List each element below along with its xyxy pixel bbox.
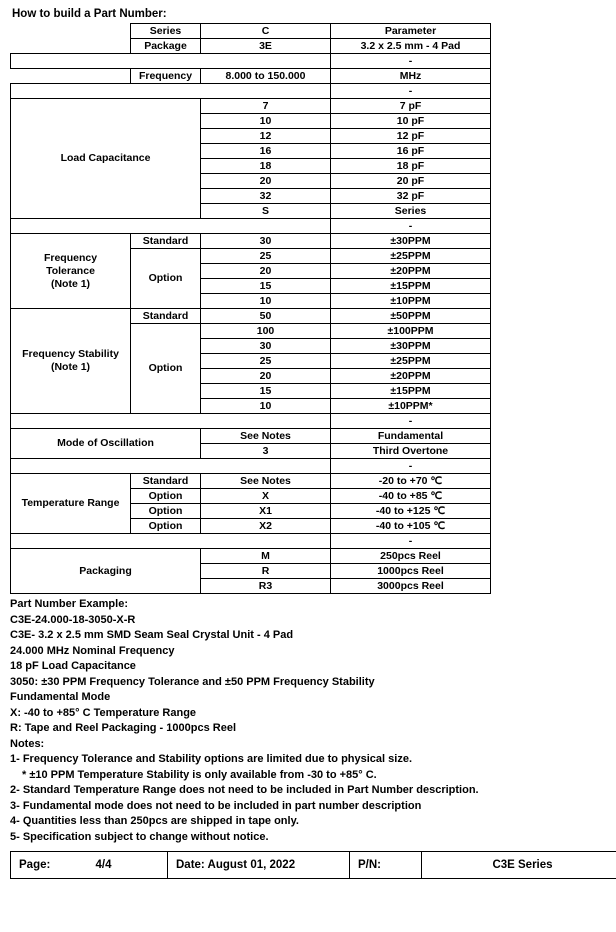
table-row-separator	[11, 84, 491, 99]
cell-dash: -	[331, 414, 491, 429]
cell-option-label: Option	[131, 519, 201, 534]
cell-standard-label: Standard	[131, 234, 201, 249]
cell-desc: Fundamental	[331, 429, 491, 444]
footer-page-cell	[11, 852, 168, 879]
cell-desc: 1000pcs Reel	[331, 564, 491, 579]
cell-dash: -	[331, 534, 491, 549]
note-item: 4- Quantities less than 250pcs are shipped in tape only.	[10, 815, 299, 827]
cell-standard-label: Standard	[131, 474, 201, 489]
table-row	[11, 39, 491, 54]
cell-desc: ±25PPM	[331, 354, 491, 369]
table-row	[11, 474, 491, 489]
cell-option-label: Option	[131, 249, 201, 309]
example-line: Fundamental Mode	[10, 691, 111, 703]
label-line-2: Tolerance	[46, 264, 95, 277]
cell-desc: 18 pF	[331, 159, 491, 174]
cell-desc: 20 pF	[331, 174, 491, 189]
cell-code: 15	[201, 384, 331, 399]
cell-code: 50	[201, 309, 331, 324]
cell-code: 25	[201, 354, 331, 369]
cell-desc: -20 to +70 ℃	[331, 474, 491, 489]
example-heading: Part Number Example:	[10, 598, 128, 610]
cell-frequency-unit: MHz	[331, 69, 491, 84]
cell-code: 3	[201, 444, 331, 459]
example-line: C3E- 3.2 x 2.5 mm SMD Seam Seal Crystal Unit - 4 Pad	[10, 629, 294, 641]
cell-empty	[11, 69, 131, 84]
example-line: X: -40 to +85° C Temperature Range	[10, 706, 197, 719]
footer-page-value: 4/4	[95, 859, 112, 871]
cell-desc: ±30PPM	[331, 234, 491, 249]
cell-temperature-range-label: Temperature Range	[11, 474, 131, 534]
cell-empty	[11, 39, 131, 54]
cell-frequency-stability-label	[11, 309, 131, 414]
cell-code: See Notes	[201, 474, 331, 489]
cell-desc: -40 to +105 ℃	[331, 519, 491, 534]
cell-blank	[11, 84, 331, 99]
cell-dash: -	[331, 54, 491, 69]
example-line: C3E-24.000-18-3050-X-R	[10, 613, 136, 626]
cell-blank	[11, 54, 331, 69]
cell-blank	[11, 459, 331, 474]
cell-code: S	[201, 204, 331, 219]
cell-desc: ±100PPM	[331, 324, 491, 339]
cell-code: 7	[201, 99, 331, 114]
cell-desc: Third Overtone	[331, 444, 491, 459]
table-row	[11, 69, 491, 84]
cell-code: X	[201, 489, 331, 504]
example-line: 18 pF Load Capacitance	[10, 660, 136, 672]
table-row	[11, 429, 491, 444]
part-number-example-block	[10, 594, 490, 845]
cell-desc: -40 to +125 ℃	[331, 504, 491, 519]
cell-desc: ±10PPM	[331, 294, 491, 309]
cell-dash: -	[331, 219, 491, 234]
cell-packaging-label: Packaging	[11, 549, 201, 594]
cell-code: 20	[201, 264, 331, 279]
cell-desc: ±20PPM	[331, 369, 491, 384]
cell-code: 16	[201, 144, 331, 159]
cell-desc: 250pcs Reel	[331, 549, 491, 564]
cell-code: M	[201, 549, 331, 564]
cell-package-desc: 3.2 x 2.5 mm - 4 Pad	[331, 39, 491, 54]
table-row	[11, 24, 491, 39]
footer-row	[11, 852, 616, 879]
part-number-table	[10, 23, 491, 594]
cell-series-label: Series	[131, 24, 201, 39]
cell-option-label: Option	[131, 489, 201, 504]
cell-code: 18	[201, 159, 331, 174]
table-row	[11, 99, 491, 114]
table-row	[11, 234, 491, 249]
cell-code: R	[201, 564, 331, 579]
cell-blank	[11, 219, 331, 234]
page-footer	[10, 851, 616, 879]
cell-desc: 10 pF	[331, 114, 491, 129]
label-line-1: Frequency Stability	[22, 348, 119, 360]
note-item: 5- Specification subject to change without notice.	[10, 830, 269, 843]
cell-load-capacitance-label: Load Capacitance	[11, 99, 201, 219]
cell-frequency-range: 8.000 to 150.000	[201, 69, 331, 84]
cell-code: 10	[201, 399, 331, 414]
cell-code: 12	[201, 129, 331, 144]
cell-desc: ±15PPM	[331, 279, 491, 294]
cell-code: 10	[201, 294, 331, 309]
cell-mode-of-oscillation-label: Mode of Oscillation	[11, 429, 201, 459]
label-line-3: (Note 1)	[50, 277, 91, 290]
cell-code: 32	[201, 189, 331, 204]
cell-desc: ±15PPM	[331, 384, 491, 399]
cell-package-label: Package	[131, 39, 201, 54]
example-line: R: Tape and Reel Packaging - 1000pcs Reel	[10, 722, 236, 734]
cell-standard-label: Standard	[131, 309, 201, 324]
cell-desc: -40 to +85 ℃	[331, 489, 491, 504]
cell-code: 25	[201, 249, 331, 264]
cell-desc: ±20PPM	[331, 264, 491, 279]
cell-desc: 32 pF	[331, 189, 491, 204]
label-line-2: (Note 1)	[50, 361, 91, 373]
cell-empty	[11, 24, 131, 39]
table-row	[11, 549, 491, 564]
table-row	[11, 309, 491, 324]
cell-code: 10	[201, 114, 331, 129]
cell-desc: 16 pF	[331, 144, 491, 159]
cell-series-code: C	[201, 24, 331, 39]
cell-code: X2	[201, 519, 331, 534]
cell-dash: -	[331, 84, 491, 99]
cell-desc: ±30PPM	[331, 339, 491, 354]
cell-code: 30	[201, 234, 331, 249]
cell-code: See Notes	[201, 429, 331, 444]
cell-dash: -	[331, 459, 491, 474]
example-line: 24.000 MHz Nominal Frequency	[10, 644, 175, 657]
table-row-separator	[11, 534, 491, 549]
cell-option-label: Option	[131, 504, 201, 519]
footer-pn-label: P/N:	[350, 852, 422, 879]
label-line-1: Frequency	[43, 251, 98, 264]
table-row-separator	[11, 219, 491, 234]
footer-pn-value: C3E Series	[422, 852, 616, 879]
example-line: 3050: ±30 PPM Frequency Tolerance and ±50 PPM Frequency Stability	[10, 675, 375, 688]
page-title: How to build a Part Number:	[12, 8, 167, 20]
cell-desc: 3000pcs Reel	[331, 579, 491, 594]
table-row-separator	[11, 54, 491, 69]
cell-code: 20	[201, 174, 331, 189]
cell-option-label: Option	[131, 324, 201, 414]
cell-desc: Series	[331, 204, 491, 219]
notes-heading: Notes:	[10, 737, 45, 750]
cell-frequency-tolerance-label	[11, 234, 131, 309]
footer-date: Date: August 01, 2022	[168, 852, 350, 879]
cell-desc: 7 pF	[331, 99, 491, 114]
cell-desc: 12 pF	[331, 129, 491, 144]
cell-code: 30	[201, 339, 331, 354]
note-item: 1- Frequency Tolerance and Stability options are limited due to physical size.	[10, 753, 413, 765]
cell-code: 20	[201, 369, 331, 384]
cell-desc: ±50PPM	[331, 309, 491, 324]
cell-code: R3	[201, 579, 331, 594]
cell-code: X1	[201, 504, 331, 519]
cell-frequency-label: Frequency	[131, 69, 201, 84]
table-row-separator	[11, 414, 491, 429]
table-row-separator	[11, 459, 491, 474]
note-item: 3- Fundamental mode does not need to be included in part number description	[10, 799, 422, 812]
note-item: * ±10 PPM Temperature Stability is only available from -30 to +85° C.	[22, 768, 377, 781]
cell-code: 15	[201, 279, 331, 294]
cell-blank	[11, 534, 331, 549]
note-item: 2- Standard Temperature Range does not need to be included in Part Number description.	[10, 784, 479, 796]
cell-code: 100	[201, 324, 331, 339]
footer-page-label: Page:	[19, 859, 51, 871]
cell-blank	[11, 414, 331, 429]
cell-parameter-header: Parameter	[331, 24, 491, 39]
cell-desc: ±25PPM	[331, 249, 491, 264]
cell-package-code: 3E	[201, 39, 331, 54]
cell-desc: ±10PPM*	[331, 399, 491, 414]
